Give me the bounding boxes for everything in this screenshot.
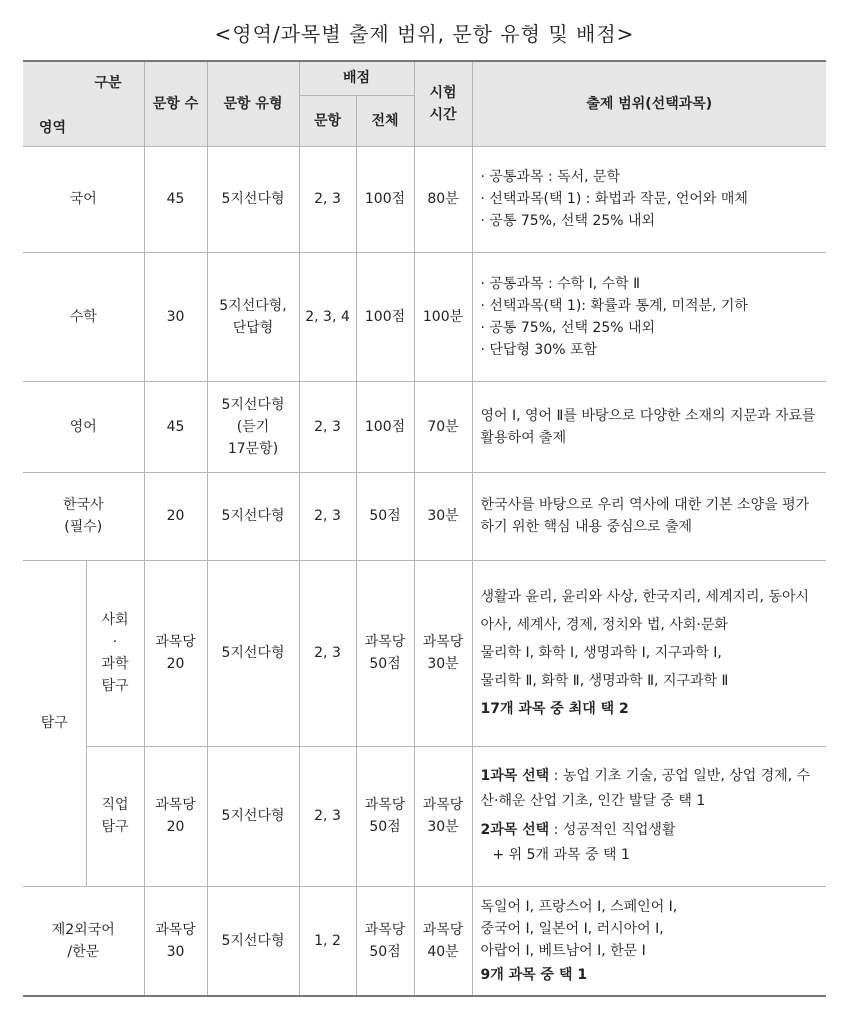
count-cell: 45 [144, 381, 207, 472]
table-row-inquiry-social-science [23, 560, 826, 746]
type-cell: 5지선다형 [207, 560, 299, 746]
time-cell: 과목당 40분 [414, 886, 472, 996]
exam-scope-table [23, 60, 826, 997]
header-area: 영역 [39, 119, 67, 136]
count-cell: 과목당 30 [144, 886, 207, 996]
area-cell: 한국사 (필수) [23, 472, 144, 560]
header-item-type: 문항 유형 [207, 61, 299, 146]
time-cell: 80분 [414, 146, 472, 252]
scope-cell: 한국사를 바탕으로 우리 역사에 대한 기본 소양을 평가하기 위한 핵심 내용 중심으로 출제 [472, 472, 826, 560]
time-cell: 30분 [414, 472, 472, 560]
total-score-cell: 과목당 50점 [356, 560, 414, 746]
total-score-cell: 100점 [356, 146, 414, 252]
type-cell: 5지선다형 [207, 472, 299, 560]
header-gubun: 구분 [94, 75, 122, 91]
area-cell: 수학 [23, 252, 144, 381]
table-row-foreign-language [23, 886, 826, 996]
scope-cell: 독일어 Ⅰ, 프랑스어 Ⅰ, 스페인어 Ⅰ, 중국어 Ⅰ, 일본어 Ⅰ, 러시아어 Ⅰ, 아랍어 Ⅰ, 베트남어 Ⅰ, 한문 Ⅰ 9개 과목 중 택 1 [472, 886, 826, 996]
scope-cell: 영어 Ⅰ, 영어 Ⅱ를 바탕으로 다양한 소재의 지문과 자료를 활용하여 출제 [472, 381, 826, 472]
type-cell: 5지선다형, 단답형 [207, 252, 299, 381]
table-row-history [23, 472, 826, 560]
area-cell: 영어 [23, 381, 144, 472]
table-row-english [23, 381, 826, 472]
item-score-cell: 2, 3 [299, 146, 356, 252]
total-score-cell: 100점 [356, 381, 414, 472]
header-num-items: 문항 수 [144, 61, 207, 146]
area-cell: 탐구 [23, 560, 86, 886]
count-cell: 과목당 20 [144, 746, 207, 886]
type-cell: 5지선다형 [207, 746, 299, 886]
total-score-cell: 과목당 50점 [356, 886, 414, 996]
total-score-cell: 50점 [356, 472, 414, 560]
header-time: 시험 시간 [414, 61, 472, 146]
item-score-cell: 2, 3 [299, 472, 356, 560]
type-cell: 5지선다형 (듣기 17문항) [207, 381, 299, 472]
item-score-cell: 1, 2 [299, 886, 356, 996]
header-diagonal-cell [23, 61, 144, 146]
count-cell: 30 [144, 252, 207, 381]
total-score-cell: 과목당 50점 [356, 746, 414, 886]
time-cell: 70분 [414, 381, 472, 472]
scope-cell: 생활과 윤리, 윤리와 사상, 한국지리, 세계지리, 동아시아사, 세계사, 경제, 정치와 법, 사회·문화 물리학 Ⅰ, 화학 Ⅰ, 생명과학 Ⅰ, 지구과학 Ⅰ, 물리학 Ⅱ, 화학 Ⅱ, 생명과학 Ⅱ, 지구과학 Ⅱ 17개 과목 중 최대 택 2 [472, 560, 826, 746]
item-score-cell: 2, 3 [299, 560, 356, 746]
area-cell: 제2외국어 /한문 [23, 886, 144, 996]
total-score-cell: 100점 [356, 252, 414, 381]
page-title: <영역/과목별 출제 범위, 문항 유형 및 배점> [214, 22, 635, 46]
header-score: 배점 [299, 61, 414, 95]
count-cell: 45 [144, 146, 207, 252]
count-cell: 과목당 20 [144, 560, 207, 746]
sub-area-cell: 사회 · 과학 탐구 [86, 560, 144, 746]
count-cell: 20 [144, 472, 207, 560]
header-scope: 출제 범위(선택과목) [472, 61, 826, 146]
scope-cell: 1과목 선택 : 농업 기초 기술, 공업 일반, 상업 경제, 수산·해운 산업 기초, 인간 발달 중 택 1 2과목 선택 : 성공적인 직업생활 + 위 5개 과목 중 택 1 [472, 746, 826, 886]
table-row-inquiry-vocational [23, 746, 826, 886]
item-score-cell: 2, 3 [299, 746, 356, 886]
scope-cell: · 공통과목 : 수학 Ⅰ, 수학 Ⅱ · 선택과목(택 1): 확률과 통계, 미적분, 기하 · 공통 75%, 선택 25% 내외 · 단답형 30% 포함 [472, 252, 826, 381]
table-row-math [23, 252, 826, 381]
time-cell: 100분 [414, 252, 472, 381]
time-cell: 과목당 30분 [414, 560, 472, 746]
type-cell: 5지선다형 [207, 146, 299, 252]
item-score-cell: 2, 3, 4 [299, 252, 356, 381]
header-score-item: 문항 [299, 95, 356, 146]
header-score-total: 전체 [356, 95, 414, 146]
sub-area-cell: 직업 탐구 [86, 746, 144, 886]
area-cell: 국어 [23, 146, 144, 252]
scope-cell: · 공통과목 : 독서, 문학 · 선택과목(택 1) : 화법과 작문, 언어와 매체 · 공통 75%, 선택 25% 내외 [472, 146, 826, 252]
item-score-cell: 2, 3 [299, 381, 356, 472]
time-cell: 과목당 30분 [414, 746, 472, 886]
table-row-korean [23, 146, 826, 252]
type-cell: 5지선다형 [207, 886, 299, 996]
